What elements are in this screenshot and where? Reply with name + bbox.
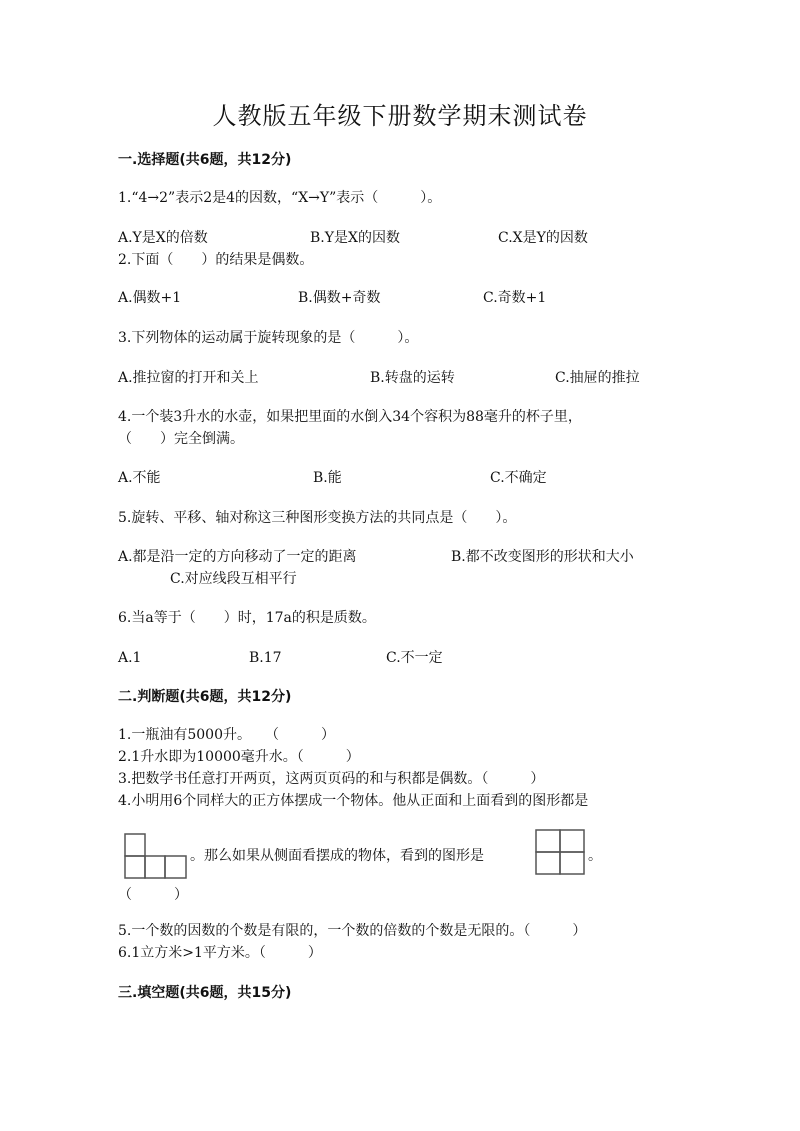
judge-2: 2.1升水即为10000毫升水。（ ） bbox=[118, 749, 360, 765]
front-view-figure bbox=[124, 833, 188, 879]
question-1-option-c: C.X是Y的因数 bbox=[498, 230, 588, 246]
question-3-option-b: B.转盘的运转 bbox=[370, 370, 455, 386]
page-title: 人教版五年级下册数学期末测试卷 bbox=[212, 102, 588, 130]
question-3-option-c: C.抽屉的推拉 bbox=[555, 370, 640, 386]
question-4-option-b: B.能 bbox=[313, 470, 342, 486]
section-heading-fill: 三.填空题(共6题，共15分) bbox=[118, 985, 292, 1001]
question-1-stem: 1.“4→2”表示2是4的因数，“X→Y”表示（ ）。 bbox=[118, 190, 442, 206]
question-2-stem: 2.下面（ ）的结果是偶数。 bbox=[118, 252, 314, 268]
question-6-option-c: C.不一定 bbox=[386, 650, 443, 666]
question-2-option-b: B.偶数+奇数 bbox=[298, 290, 381, 306]
question-1-option-b: B.Y是X的因数 bbox=[310, 230, 400, 246]
question-6-option-b: B.17 bbox=[249, 650, 282, 666]
judge-3: 3.把数学书任意打开两页，这两页页码的和与积都是偶数。（ ） bbox=[118, 771, 545, 787]
question-6-stem: 6.当a等于（ ）时，17a的积是质数。 bbox=[118, 610, 376, 626]
question-4-option-c: C.不确定 bbox=[490, 470, 547, 486]
question-2-option-c: C.奇数+1 bbox=[483, 290, 547, 306]
question-3-option-a: A.推拉窗的打开和关上 bbox=[118, 370, 259, 386]
question-5-stem: 5.旋转、平移、轴对称这三种图形变换方法的共同点是（ ）。 bbox=[118, 510, 517, 526]
question-2-option-a: A.偶数+1 bbox=[118, 290, 182, 306]
question-5-option-a: A.都是沿一定的方向移动了一定的距离 bbox=[118, 549, 357, 565]
question-1-option-a: A.Y是X的倍数 bbox=[118, 230, 208, 246]
judge-4-line2: 。那么如果从侧面看摆成的物体，看到的图形是 bbox=[190, 848, 484, 864]
question-5-option-b: B.都不改变图形的形状和大小 bbox=[451, 549, 634, 565]
question-3-stem: 3.下列物体的运动属于旋转现象的是（ ）。 bbox=[118, 330, 419, 346]
judge-6: 6.1立方米>1平方米。（ ） bbox=[118, 945, 322, 961]
judge-4-period: 。 bbox=[588, 848, 602, 864]
side-view-figure bbox=[535, 829, 585, 875]
question-4-option-a: A.不能 bbox=[118, 470, 161, 486]
question-5-option-c: C.对应线段互相平行 bbox=[170, 571, 297, 587]
question-4-stem-line2: （ ）完全倒满。 bbox=[118, 431, 244, 447]
judge-4-answer-blank: （ ） bbox=[118, 887, 188, 903]
judge-5: 5.一个数的因数的个数是有限的，一个数的倍数的个数是无限的。（ ） bbox=[118, 923, 587, 939]
section-heading-judge: 二.判断题(共6题，共12分) bbox=[118, 689, 292, 705]
section-heading-choice: 一.选择题(共6题，共12分) bbox=[118, 152, 292, 168]
question-6-option-a: A.1 bbox=[118, 650, 142, 666]
question-4-stem-line1: 4.一个装3升水的水壶，如果把里面的水倒入34个容积为88毫升的杯子里， bbox=[118, 409, 582, 425]
judge-4-line1: 4.小明用6个同样大的正方体摆成一个物体。他从正面和上面看到的图形都是 bbox=[118, 793, 589, 809]
judge-1: 1.一瓶油有5000升。 （ ） bbox=[118, 727, 335, 743]
